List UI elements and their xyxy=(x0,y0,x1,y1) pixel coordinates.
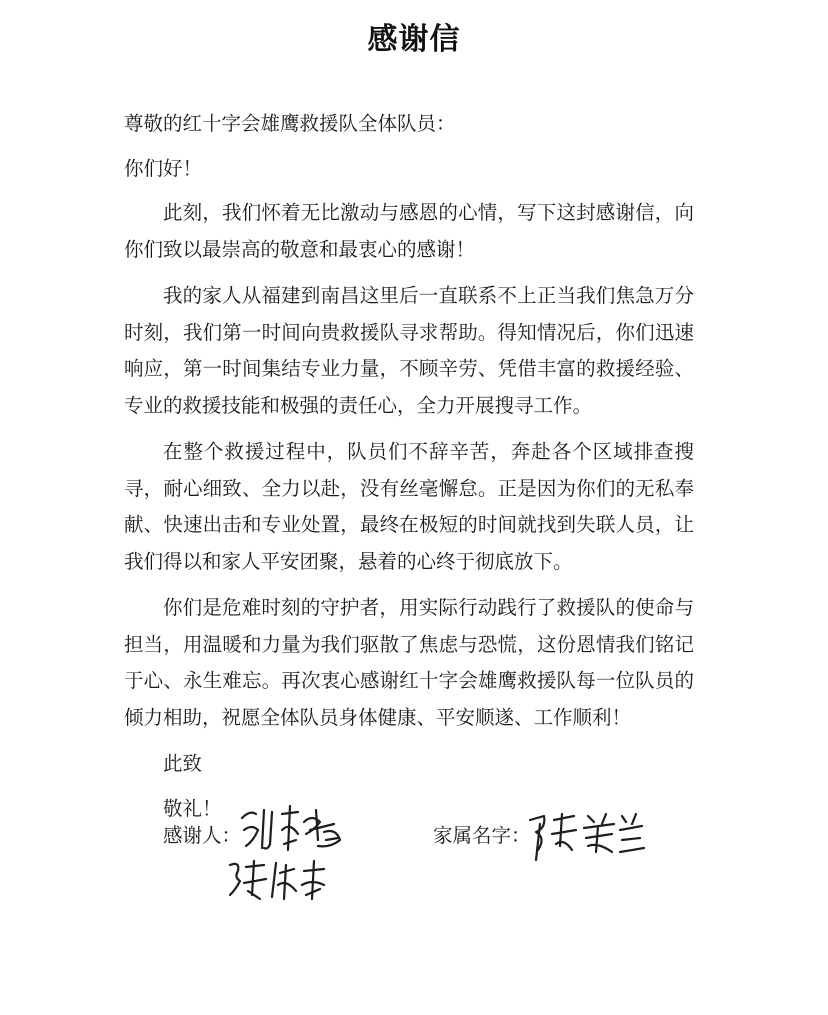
paragraph-2: 我的家人从福建到南昌这里后一直联系不上正当我们焦急万分时刻，我们第一时间向贵救援队寻求帮助。得知情况后，你们迅速响应，第一时间集结专业力量，不顾辛劳、凭借丰富的救援经验、专业的救援技能和极强的责任心，全力开展搜寻工作。 xyxy=(124,284,694,417)
thanker-signature-1 xyxy=(238,800,348,860)
page-title: 感谢信 xyxy=(367,22,461,57)
paragraph-1: 此刻，我们怀着无比激动与感恩的心情，写下这封感谢信，向你们致以最崇高的敬意和最衷心的感谢！ xyxy=(124,201,694,261)
closing-salute: 此致 xyxy=(163,752,203,775)
paragraph-3: 在整个救援过程中，队员们不辞辛苦，奔赴各个区域排查搜寻，耐心细致、全力以赴，没有丝毫懈怠。正是因为你们的无私奉献、快速出击和专业处置，最终在极短的时间就找到失联人员，让我们得以和家人平安团聚，悬着的心终于彻底放下。 xyxy=(124,440,694,573)
family-label: 家属名字： xyxy=(433,824,531,847)
greeting: 你们好！ xyxy=(124,156,203,180)
paragraph-4: 你们是危难时刻的守护者，用实际行动践行了救援队的使命与担当，用温暖和力量为我们驱散了焦虑与恐慌，这份恩情我们铭记于心、永生难忘。再次衷心感谢红十字会雄鹰救援队每一位队员的倾力相助，祝愿全体队员身体健康、平安顺遂、工作顺利！ xyxy=(124,596,694,729)
salutation: 尊敬的红十字会雄鹰救援队全体队员： xyxy=(124,112,456,135)
closing-regards: 敬礼！ xyxy=(163,796,222,820)
thanker-label: 感谢人： xyxy=(163,824,242,847)
family-signature xyxy=(526,806,646,866)
thanker-signature-2 xyxy=(224,855,334,905)
letter-body xyxy=(124,106,694,827)
